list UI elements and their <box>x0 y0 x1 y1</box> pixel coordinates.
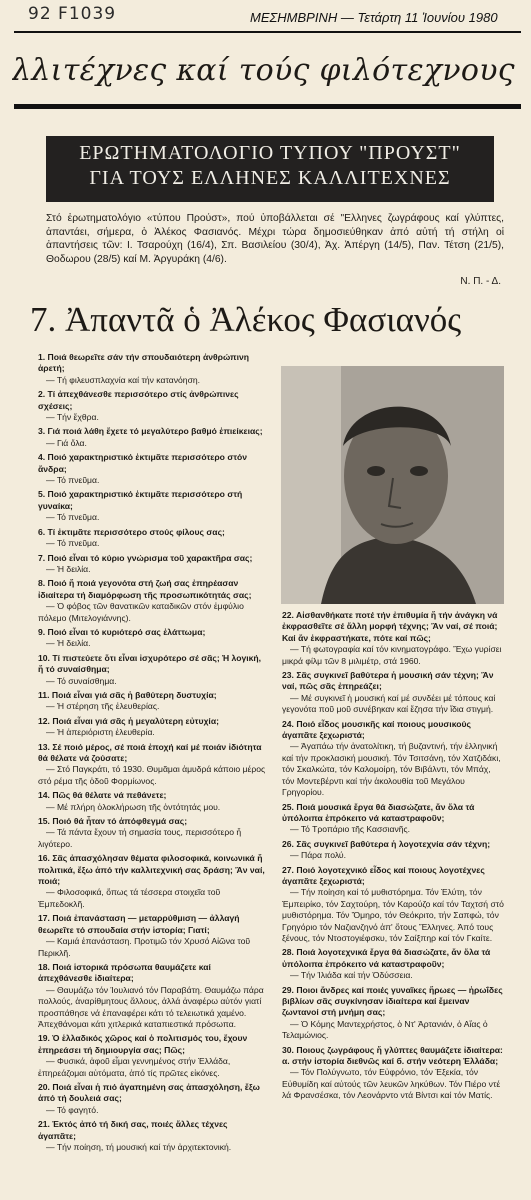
qa-item <box>38 1119 266 1153</box>
answer-text: — Τό πνεῦμα. <box>46 512 100 523</box>
qa-item <box>38 790 266 813</box>
question-text: 5. Ποιό χαρακτηριστικό ἐκτιμᾶτε περισσότερο στή γυναίκα; <box>38 489 243 511</box>
question-text: 14. Πῶς θά θέλατε νά πεθάνετε; <box>38 790 167 801</box>
qa-item <box>282 1045 504 1102</box>
qa-item <box>282 865 504 945</box>
qa-item <box>282 839 504 862</box>
qa-item <box>38 578 266 624</box>
answer-text: — Τή φιλευσπλαχνία καί τήν κατανόηση. <box>46 374 201 385</box>
banner-line-2: ΓΙΑ ΤΟΥΣ ΕΛΛΗΝΕΣ ΚΑΛΛΙΤΕΧΝΕΣ <box>89 167 451 189</box>
intro-paragraph: Στό ἐρωτηματολόγιο «τύπου Προύστ», πού ὑποβάλλεται σέ "Ελληνες ζωγράφους καί γλύπτες, ἀπαντάει, σήμερα, ὁ Ἀλέκος Φασιανός. Μέχρι τώρα δημοσιεύθηκαν ἀπό αὐτή τή στήλη οἱ ἀπαντήσεις τῶν: Ι. Τσαρούχη (16/4), Σπ. Βασιλείου (30/4), Ἀχ. Ἀπέργη (14/5), Παν. Τέτση (21/5), Θοδωρου (28/5) καί Μ. Ἀργυράκη (4/6). <box>46 213 504 265</box>
answer-text: — Ἡ δειλία. <box>46 638 91 649</box>
article-title: 7. Ἀπαντᾶ ὁ Ἀλέκος Φασιανός <box>30 300 462 339</box>
question-text: 23. Σᾶς συγκινεῖ βαθύτερα ἡ μουσική σάν τέχνη; Ἄν ναί, πῶς σᾶς ἐπηρεάζει; <box>282 670 494 692</box>
qa-item <box>38 426 266 449</box>
artist-portrait-photo <box>281 366 504 604</box>
question-text: 18. Ποιά ἱστορικά πρόσωπα θαυμάζετε καί ἀπεχθάνεσθε ἰδιαίτερα; <box>38 961 211 984</box>
masthead: ΜΕΣΗΜΒΡΙΝΗ — Τετάρτη 11 Ἰουνίου 1980 <box>250 10 498 25</box>
qa-item <box>282 802 504 836</box>
author-initials: Ν. Π. - Δ. <box>460 276 501 287</box>
question-text: 12. Ποιά εἶναι γιά σᾶς ἡ μεγαλύτερη εὐτυχία; <box>38 715 219 726</box>
qa-item <box>38 816 266 850</box>
answer-text: — Μέ συγκινεῖ ἡ μουσική καί μέ συνδέει μέ τόπους καί γεγονότα ποῦ μοῦ συνέβηκαν καί ἔζησα τήν ἴδια στιγμή. <box>282 692 496 715</box>
answer-text: — Τό πνεῦμα. <box>46 538 100 549</box>
question-text: 17. Ποιά ἐπανάσταση — μεταρρύθμιση — ἀλλαγή θεωρεῖτε τό σπουδαία στήν ἱστορία; Γιατί; <box>38 913 240 935</box>
question-text: 25. Ποιά μουσικά ἔργα θά διασώζατε, ἄν ὅλα τά ὑπόλοιπα ἐπρόκειτο νά καταστραφοῦν; <box>282 801 475 823</box>
answer-text: — Τή φωτογραφία καί τόν κινηματογράφο. Ἔχω γυρίσει μικρά φίλμ τῶν 8 μιλιμέτρ, στά 1960. <box>282 644 502 666</box>
questions-right-column <box>282 610 504 1105</box>
answer-text: — Φιλοσοφικά, ὅπως τά τέσσερα στοιχεῖα τοῦ Ἐμπεδοκλῆ. <box>38 887 221 909</box>
answer-text: — Τό συναίσθημα. <box>46 675 117 686</box>
qa-item <box>282 985 504 1042</box>
question-text: 11. Ποιά εἶναι γιά σᾶς ἡ βαθύτερη δυστυχία; <box>38 689 217 700</box>
banner-line-1: ΕΡΩΤΗΜΑΤΟΛΟΓΙΟ ΤΥΠΟΥ "ΠΡΟΥΣΤ" <box>79 142 461 164</box>
question-text: 15. Ποιό θά ἦταν τό ἀπόφθεγμά σας; <box>38 816 188 827</box>
question-text: 16. Σᾶς ἀπασχόλησαν θέματα φιλοσοφικά, κοινωνικά ἤ πολιτικά, ἔξω ἀπό τήν καλλιτεχνική σας δράση; Ἄν ναί, ποιά; <box>38 853 265 887</box>
answer-text: — Ὁ φόβος τῶν θανατικῶν καταδικῶν στόν ἐμφύλιο πόλεμο (Μιτελογιάννης). <box>38 601 244 623</box>
series-banner <box>46 136 494 202</box>
qa-item <box>38 653 266 687</box>
qa-item <box>38 489 266 523</box>
question-text: 27. Ποιό λογοτεχνικό εἶδος καί ποιους λογοτέχνες ἀγαπᾶτε ξεχωριστά; <box>282 864 485 886</box>
qa-item <box>38 389 266 423</box>
question-text: 26. Σᾶς συγκινεῖ βαθύτερα ἡ λογοτεχνία σάν τέχνη; <box>282 838 491 849</box>
answer-text: — Μέ πλήρη ὁλοκλήρωση τῆς ὀντότητάς μου. <box>46 801 221 812</box>
answer-text: — Τήν ἔχθρα. <box>46 412 99 423</box>
qa-item <box>38 1082 266 1116</box>
qa-item <box>282 610 504 667</box>
question-text: 9. Ποιό εἶναι τό κυριότερό σας ἐλάττωμα; <box>38 626 206 637</box>
qa-item <box>38 716 266 739</box>
question-text: 13. Σέ ποιό μέρος, σέ ποιά ἐποχή καί μέ ποιάν ἰδιότητα θά θέλατε νά ζούσατε; <box>38 741 262 763</box>
answer-text: — Τήν ποίηση, τή μουσική καί τήν ἀρχιτεκτονική. <box>46 1142 232 1152</box>
answer-text: — Τήν Ἰλιάδα καί τήν Ὀδύσσεια. <box>290 970 413 981</box>
question-text: 7. Ποιό εἶναι τό κύριο γνώρισμα τοῦ χαρακτῆρα σας; <box>38 552 253 563</box>
question-text: 30. Ποιους ζωγράφους ἤ γλύπτες θαυμάζετε ἰδιαίτερα: α. στήν ἱστορία διεθνῶς καί б. στήν νεότερη Ἑλλάδα; <box>282 1044 503 1067</box>
answer-text: — Ἡ ἀπεριόριστη ἐλευθερία. <box>46 727 155 738</box>
qa-item <box>38 853 266 910</box>
qa-item <box>38 742 266 788</box>
question-text: 1. Ποιά θεωρεῖτε σάν τήν σπουδαιότερη ἀνθρώπινη ἀρετή; <box>38 352 249 374</box>
qa-item <box>282 670 504 716</box>
answer-text: — Θαυμάζω τόν Ἰουλιανό τόν Παραβάτη. Θαυμάζω πάρα πολλούς, ἀναρίθμητους ἄλλους, ἀλλά ἀναφέρω αὐτόν γιατί προσπάθησε νά ἐπαναφέρει κάτι τό τελειωτικά χαμένο. Ἀπεχθάνομαι κάτι χιτλερικά καταπιεστικά πρόσωπα. <box>38 984 264 1029</box>
answer-text: — Ἀγαπάω τήν ἀνατολίτικη, τή βυζαντινή, τήν ἑλληνική καί τήν προκλασική μουσική. Τόν Τσιτσάνη, τόν Χατζιδάκι, τόν Σκαλκώτα, τόν Καλομοίρη, τόν Βιβάλντι, τόν Μπάχ, τόν Μοντεβέρντι καί τήν ἀκολουθία τοῦ Μεγάλου Γρηγορίου. <box>282 741 501 798</box>
qa-item <box>38 627 266 650</box>
qa-item <box>38 527 266 550</box>
qa-item <box>38 352 266 386</box>
question-text: 10. Τί πιστεύετε ὅτι εἶναι ἰσχυρότερο σέ σᾶς; Ἡ λογική, ἤ τό συναίσθημα; <box>38 652 262 675</box>
answer-text: — Καμιά ἐπανάσταση. Προτιμῶ τόν Χρυσό Αἰῶνα τοῦ Περικλῆ. <box>38 936 251 958</box>
qa-item <box>38 913 266 959</box>
answer-text: — Ὁ Κόμης Μαντεχρήστος, ὁ Ντ' Ἀρτανιάν, ὁ Αἴας ὁ Τελαμώνιος. <box>282 1018 488 1041</box>
answer-text: — Τό Τροπάριο τῆς Κασσιανῆς. <box>290 824 411 835</box>
answer-text: — Στό Παγκράτι, τό 1930. Θυμᾶμαι ἀμυδρά κάποιο μέρος στό ρέμα τῆς ὁδοῦ Φορμίωνος. <box>38 764 266 786</box>
question-text: 28. Ποιά λογοτεχνικά ἔργα θά διασώζατε, ἄν ὅλα τά ὑπόλοιπα ἐπρόκειτο νά καταστραφοῦν; <box>282 947 491 969</box>
qa-item <box>282 947 504 981</box>
qa-item <box>38 553 266 576</box>
answer-text: — Τό πνεῦμα. <box>46 475 100 486</box>
question-text: 2. Τί ἀπεχθάνεσθε περισσότερο στίς ἀνθρώπινες σχέσεις; <box>38 389 239 411</box>
answer-text: — Ἡ στέρηση τῆς ἐλευθερίας. <box>46 701 160 712</box>
qa-item <box>282 719 504 799</box>
question-text: 4. Ποιό χαρακτηριστικό ἐκτιμᾶτε περισσότερο στόν ἄνδρα; <box>38 452 248 474</box>
answer-text: — Ἡ δειλία. <box>46 563 91 574</box>
qa-item <box>38 1033 266 1079</box>
headline-rule <box>14 104 521 109</box>
question-text: 22. Αἰσθανθήκατε ποτέ τήν ἐπιθυμία ἤ τήν ἀνάγκη νά ἐκφρασθεῖτε σέ ἄλλη μορφή τέχνης; Ἄν ναί, σέ ποιά; Καί ἄν ἐκφραστήκατε, πότε καί πῶς; <box>282 610 498 643</box>
question-text: 20. Ποιά εἶναι ἡ πιό ἀγαπημένη σας ἀπασχόληση, ἔξω ἀπό τή δουλειά σας; <box>38 1081 260 1104</box>
top-rule <box>14 31 521 33</box>
question-text: 24. Ποιό εἶδος μουσικῆς καί ποιους μουσικούς ἀγαπᾶτε ξεχωριστά; <box>282 718 471 741</box>
question-text: 19. Ὁ ἑλλαδικός χῶρος καί ὁ πολιτισμός του, ἔχουν ἐπηρεάσει τή δημιουργία σας; Πῶς; <box>38 1033 248 1055</box>
answer-text: — Φυσικά, ἀφοῦ εἶμαι γεννημένος στήν Ἑλλάδα, ἐπηρεάζομαι αὐτόματα, ἀπό τίς πρῶτες εἰκόνες. <box>38 1056 231 1078</box>
handwritten-annotation: 92 F1039 <box>28 4 117 24</box>
question-text: 3. Γιά ποιά λάθη ἔχετε τό μεγαλύτερο βαθμό ἐπιείκειας; <box>38 426 263 437</box>
answer-text: — Τήν ποίηση καί τό μυθιστόρημα. Τόν Ἐλύτη, τόν Ἐμπειρίκο, τόν Σαχτούρη, τόν Καρούζο καί τόν Ταχτσή στό μυθιστόρημα. Τόν Ὅμηρο, τόν Θεόκριτο, τήν Σαπφώ, τόν Γρηγόριο τόν Ναζιανζηνό ἀπ' ὅτους Ἕλληνες. Ἀπό τους ξένους, τόν Ντοστογιέφσκυ, τόν Σαίξπηρ καί τόν Γκαίτε. <box>282 887 504 943</box>
qa-item <box>38 690 266 713</box>
qa-item <box>38 962 266 1030</box>
answer-text: — Τά πάντα ἔχουν τή σημασία τους, περισσότερο ἤ λιγότερο. <box>38 827 242 849</box>
question-text: 8. Ποιό ἤ ποιά γεγονότα στή ζωή σας ἐπηρέασαν ἰδιαίτερα τή διαμόρφωση τῆς προσωπικότητάς σας; <box>38 578 252 600</box>
question-text: 21. Ἐκτός ἀπό τή δική σας, ποιές ἄλλες τέχνες ἀγαπᾶτε; <box>38 1119 228 1141</box>
answer-text: — Τόν Πολύγνωτο, τόν Εὐφρόνιο, τόν Ἐξεκία, τόν Εὐθυμίδη καί αὐτούς τῶν λευκῶν ληκύθων. Τόν Πιέρο ντέ λά Φρανσέσκα, τόν Λεονάρντο ντά Βίντσι καί τόν Ματίς. <box>282 1067 501 1101</box>
answer-text: — Τό φαγητό. <box>46 1104 99 1115</box>
question-text: 6. Τί ἐκτιμᾶτε περισσότερο στούς φίλους σας; <box>38 526 225 537</box>
answer-text: — Πάρα πολύ. <box>290 850 347 861</box>
questions-left-column <box>38 352 266 1156</box>
answer-text: — Γιά ὅλα. <box>46 437 87 448</box>
portrait-illustration <box>281 366 504 604</box>
question-text: 29. Ποιοι ἄνδρες καί ποιές γυναῖκες ἥρωες — ἡρωΐδες βιβλίων σᾶς συγκίνησαν ἰδιαίτερα καί ἔμειναν ζωντανοί στή μνήμη σας; <box>282 984 503 1018</box>
qa-item <box>38 452 266 486</box>
section-headline: λλιτέχνες καί τούς φιλότεχνους <box>12 53 515 88</box>
